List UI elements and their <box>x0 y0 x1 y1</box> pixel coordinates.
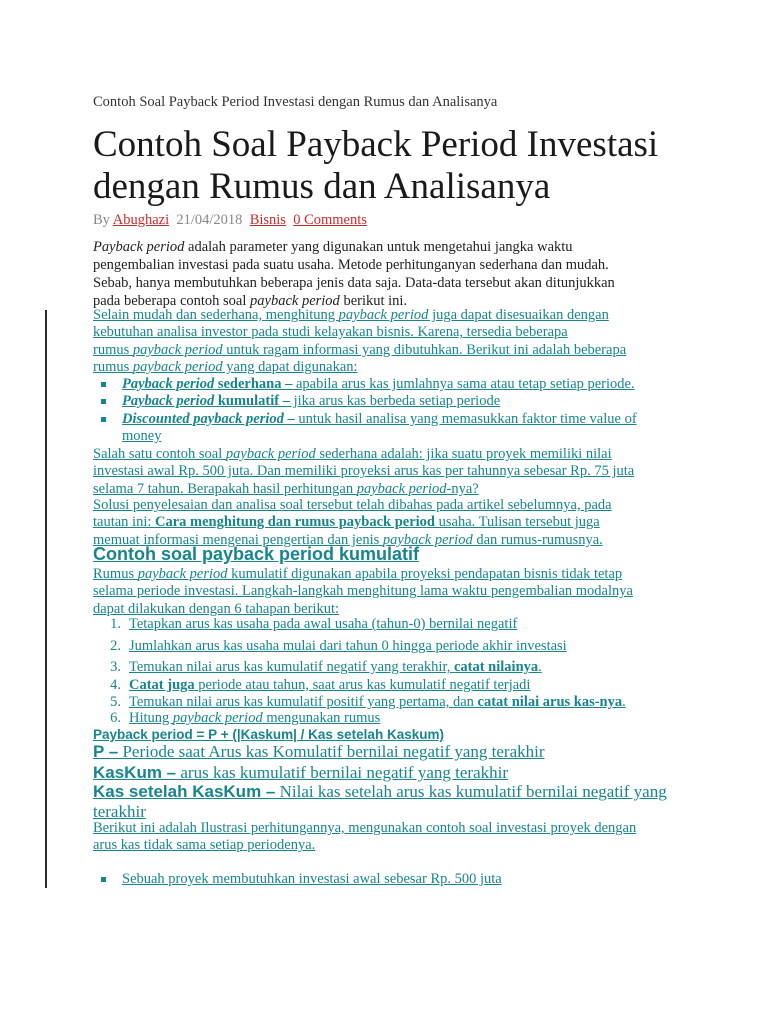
p2-line-4 <box>93 359 683 376</box>
definition-p[interactable] <box>93 742 683 762</box>
intro-line-4-end: berikut ini. <box>339 293 408 309</box>
p3-l1a: Salah satu contoh soal <box>93 446 226 462</box>
step-number: 6. <box>110 710 121 726</box>
p5-l1a: Rumus <box>93 566 138 582</box>
paragraph-kumulatif-intro[interactable] <box>93 566 683 618</box>
p3-l1b: sederhana adalah: jika suatu proyek memiliki nilai <box>315 446 612 462</box>
list-item[interactable] <box>93 616 683 633</box>
p5-line-1 <box>93 566 683 583</box>
paragraph-solution-link[interactable] <box>93 497 683 549</box>
intro-line-4-text: pada beberapa contoh soal <box>93 293 251 309</box>
p2-line-2: kebutuhan analisa investor pada studi kelayakan bisnis. Karena, tersedia beberapa <box>93 324 568 341</box>
p2-l4-italic: payback period <box>132 359 223 376</box>
list-item[interactable] <box>93 659 683 676</box>
square-bullet-icon <box>101 399 106 404</box>
p6-line-1: Berikut ini adalah Ilustrasi perhitungannya, mengunakan contoh soal investasi proyek dengan <box>93 820 637 836</box>
intro-line-4-italic: payback period <box>250 293 340 309</box>
step-number: 5. <box>110 694 121 710</box>
list-item[interactable] <box>93 393 683 410</box>
step-text: periode atau tahun, saat arus kas kumulatif negatif terjadi <box>194 677 531 693</box>
list-item[interactable] <box>93 411 683 446</box>
step-end: mengunakan rumus <box>262 710 381 726</box>
paragraph-rumus-types[interactable] <box>93 307 683 377</box>
intro-line-1 <box>93 238 683 256</box>
type-name: Payback period <box>122 393 215 410</box>
left-margin-rule <box>45 310 47 888</box>
square-bullet-icon <box>101 417 106 422</box>
p4-l2b: usaha. Tulisan tersebut juga <box>435 514 600 531</box>
p3-l3a: selama 7 tahun. Berapakah hasil perhitungan <box>93 480 357 497</box>
step-text: Temukan nilai arus kas kumulatif positif yang pertama, dan <box>129 694 478 710</box>
p6-line-2: arus kas tidak sama setiap periodenya. <box>93 837 316 854</box>
type-description: jika arus kas berbeda setiap periode <box>289 393 501 410</box>
p2-l1a: Selain mudah dan sederhana, menghitung <box>93 307 339 323</box>
step-text: Hitung <box>129 710 173 726</box>
p4-l2a: tautan ini: <box>93 514 156 531</box>
definition-desc: Nilai kas setelah arus kas kumulatif bernilai negatif yang <box>275 782 667 801</box>
category-link[interactable]: Bisnis <box>249 212 286 228</box>
definition-kaskum[interactable] <box>93 763 683 783</box>
p4-l3a: memuat informasi mengenai pengertian dan jenis <box>93 531 383 548</box>
p2-l3-italic: payback period <box>132 341 223 358</box>
p2-line-3 <box>93 342 683 359</box>
p4-l3b: dan rumus-rumusnya. <box>472 531 603 548</box>
p2-l1b: juga dapat disesuaikan dengan <box>428 307 609 323</box>
list-item[interactable] <box>93 694 683 711</box>
step-number: 2. <box>110 638 121 654</box>
p3-line-3 <box>93 481 683 498</box>
type-description-cont: money <box>122 428 162 445</box>
definition-term: P – <box>93 742 119 761</box>
intro-line-3: Sebab, hanya membutuhkan beberapa jenis data saja. Data-data tersebut akan ditunjukkan <box>93 275 615 291</box>
step-bold: catat nilainya <box>453 659 539 675</box>
p2-l3a: rumus <box>93 341 133 358</box>
payback-types-list <box>93 376 683 446</box>
list-item[interactable] <box>93 638 683 655</box>
p3-l3b: -nya? <box>446 480 479 497</box>
type-description: apabila arus kas jumlahnya sama atau tetap setiap periode. <box>292 376 635 392</box>
definition-term: KasKum – <box>93 763 177 782</box>
p4-l3-italic: payback period <box>382 531 473 548</box>
type-name: Discounted payback period <box>122 410 284 427</box>
paragraph-illustration[interactable] <box>93 820 683 855</box>
type-name: Payback period <box>122 376 215 392</box>
definition-desc-cont: terakhir <box>93 802 146 821</box>
p5-l1b: kumulatif digunakan apabila proyeksi pendapatan bisnis tidak tetap <box>227 566 623 582</box>
step-number: 3. <box>110 659 121 675</box>
step-end: . <box>538 659 542 675</box>
article-title-line-1: Contoh Soal Payback Period Investasi <box>93 124 659 165</box>
p2-line-1 <box>93 307 683 324</box>
definition-desc: Periode saat Arus kas Komulatif bernilai negatif yang terakhir <box>118 742 545 761</box>
illustration-list <box>93 871 683 888</box>
square-bullet-icon <box>101 877 106 882</box>
step-bold: Catat juga <box>129 677 195 693</box>
step-number: 4. <box>110 677 121 693</box>
intro-italic-term: Payback period <box>93 239 185 255</box>
type-suffix: sederhana – <box>214 376 293 392</box>
p3-line-1 <box>93 446 683 463</box>
article-title-line-2: dengan Rumus dan Analisanya <box>93 166 551 207</box>
p2-l4a: rumus <box>93 359 133 376</box>
p2-l3b: untuk ragam informasi yang dibutuhkan. Berikut ini adalah beberapa <box>222 341 627 358</box>
section-heading[interactable]: Contoh soal payback period kumulatif <box>93 544 420 564</box>
p4-line-1: Solusi penyelesaian dan analisa soal tersebut telah dibahas pada artikel sebelumnya, pada <box>93 497 612 513</box>
step-text: Temukan nilai arus kas kumulatif negatif yang terakhir, <box>129 659 454 675</box>
document-caption: Contoh Soal Payback Period Investasi dengan Rumus dan Analisanya <box>93 94 498 110</box>
definition-term: Kas setelah KasKum – <box>93 782 276 801</box>
step-italic: payback period <box>172 710 263 726</box>
p3-l3-italic: payback period <box>356 480 447 497</box>
step-bold: catat nilai arus kas-nya <box>477 694 623 710</box>
definition-desc: arus kas kumulatif bernilai negatif yang terakhir <box>176 763 508 782</box>
type-suffix: – <box>283 410 295 427</box>
p2-l4b: yang dapat digunakan: <box>222 359 358 376</box>
p4-line-2 <box>93 514 683 531</box>
intro-line-2: pengembalian investasi pada suatu usaha. Metode perhitunganyan sederhana dan mudah. <box>93 257 609 273</box>
type-suffix: kumulatif – <box>214 393 290 410</box>
step-text: Tetapkan arus kas usaha pada awal usaha (tahun-0) bernilai negatif <box>129 616 518 632</box>
paragraph-example-simple[interactable] <box>93 446 683 498</box>
list-item[interactable] <box>93 677 683 694</box>
article-title <box>93 124 693 208</box>
list-item[interactable] <box>93 376 683 393</box>
article-link[interactable]: Cara menghitung dan rumus payback period <box>155 514 435 531</box>
post-date: 21/04/2018 <box>176 212 243 228</box>
comments-link[interactable]: 0 Comments <box>293 212 367 228</box>
type-description: untuk hasil analisa yang memasukkan faktor time value of <box>294 410 637 427</box>
p5-l1-italic: payback period <box>137 566 228 582</box>
p2-l1-italic: payback period <box>338 307 429 323</box>
p3-l1-italic: payback period <box>225 446 316 462</box>
payback-formula[interactable]: Payback period = P + (|Kaskum| / Kas setelah Kaskum) <box>93 727 444 742</box>
step-number: 1. <box>110 616 121 632</box>
list-item[interactable] <box>93 871 683 888</box>
step-text: Jumlahkan arus kas usaha mulai dari tahun 0 hingga periode akhir investasi <box>129 638 567 654</box>
author-link[interactable]: Abughazi <box>112 212 170 228</box>
step-end: . <box>622 694 626 710</box>
list-item-text: Sebuah proyek membutuhkan investasi awal sebesar Rp. 500 juta <box>122 871 502 887</box>
square-bullet-icon <box>101 382 106 387</box>
p5-line-3: dapat dilakukan dengan 6 tahapan berikut: <box>93 600 340 617</box>
meta-by: By <box>93 212 110 228</box>
intro-line-1-text: adalah parameter yang digunakan untuk mengetahui jangka waktu <box>184 239 573 255</box>
post-meta <box>93 212 367 229</box>
step-text-wrap <box>129 677 530 693</box>
list-item[interactable] <box>93 710 683 727</box>
p3-line-2: investasi awal Rp. 500 juta. Dan memiliki proyeksi arus kas per tahunnya sebesar Rp. 75 juta <box>93 463 635 480</box>
p5-line-2: selama periode investasi. Langkah-langkah menghitung lama waktu pengembalian modalnya <box>93 583 633 600</box>
definition-kas-setelah[interactable] <box>93 782 683 822</box>
intro-paragraph <box>93 238 683 310</box>
